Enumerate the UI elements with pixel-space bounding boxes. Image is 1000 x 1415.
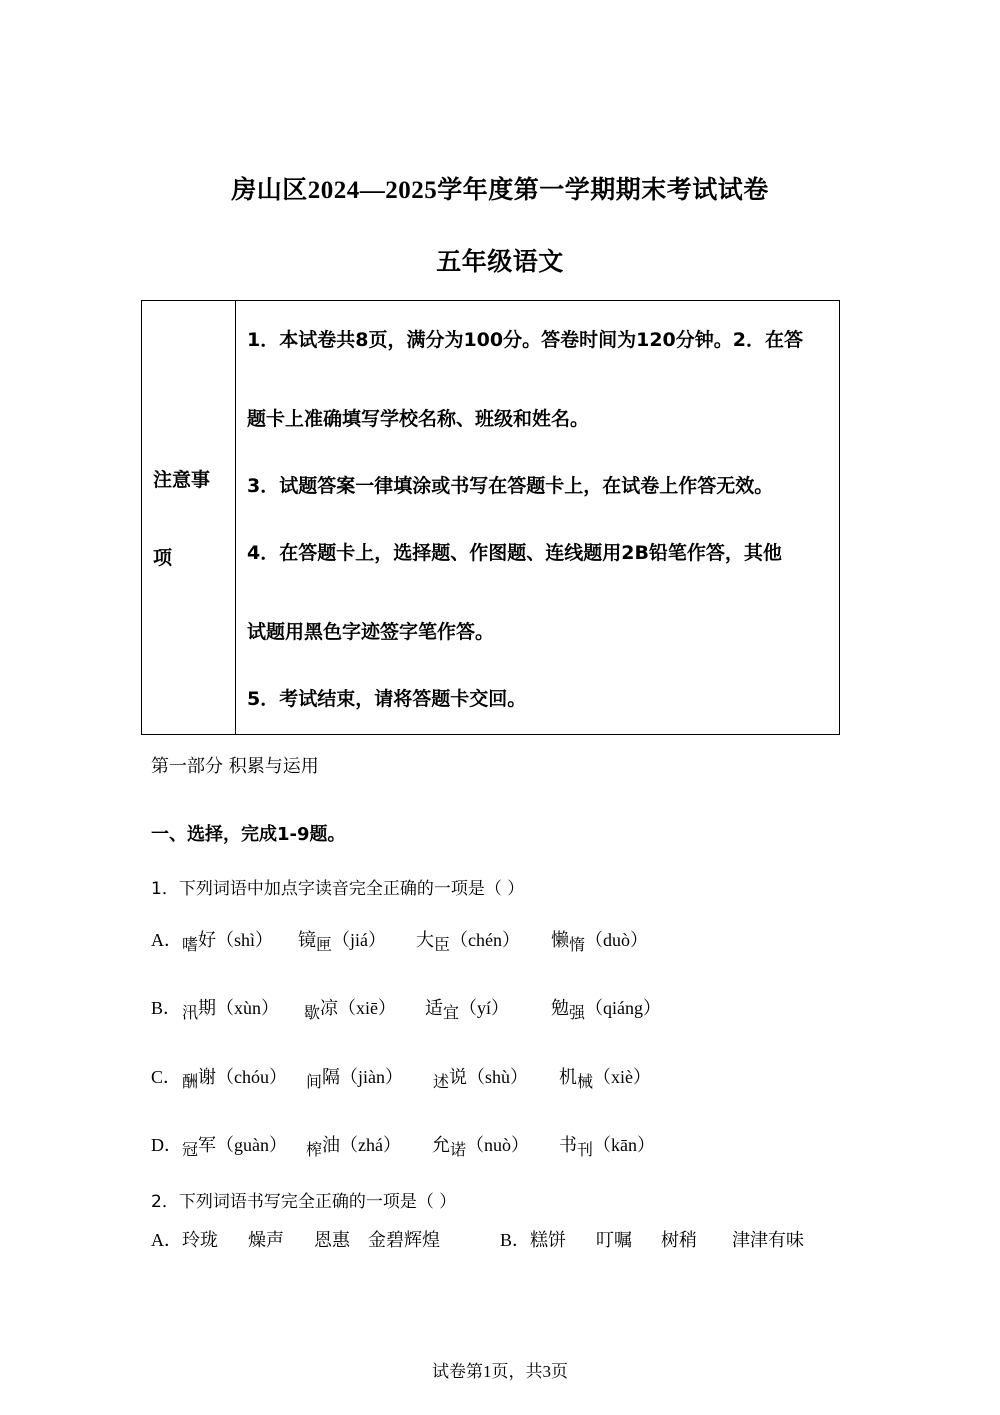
part-title: 第一部分 积累与运用 xyxy=(151,756,319,777)
q2-option-a-letter: A． xyxy=(151,1230,182,1250)
notice-box xyxy=(141,300,840,735)
option-b-word-1: 汛期（xùn） xyxy=(182,998,280,1022)
option-b-letter: B． xyxy=(151,998,182,1018)
q2-option-b-letter: B． xyxy=(500,1230,531,1250)
q2-option-a-word-2: 燥声 xyxy=(248,1230,284,1251)
q2-option-b-word-2: 叮嘱 xyxy=(596,1230,632,1251)
notice-line-5: 试题用黑色字迹签字笔作答。 xyxy=(247,621,495,643)
option-c-word-4: 机械（xiè） xyxy=(559,1067,652,1091)
option-d-word-1: 冠军（guàn） xyxy=(182,1135,288,1159)
option-a-word-2: 镜匣（jiá） xyxy=(298,930,387,954)
question-1-stem: 1．下列词语中加点字读音完全正确的一项是（ ） xyxy=(151,879,525,899)
exam-subtitle: 五年级语文 xyxy=(436,247,564,276)
notice-line-4: 4．在答题卡上，选择题、作图题、连线题用2B铅笔作答，其他 xyxy=(247,542,782,564)
option-a-word-3: 大臣（chén） xyxy=(416,930,520,954)
option-a-letter: A． xyxy=(151,930,182,950)
option-c-letter: C． xyxy=(151,1067,182,1087)
q2-option-b-word-4: 津津有味 xyxy=(732,1230,804,1251)
page-footer: 试卷第1页，共3页 xyxy=(432,1362,568,1381)
option-d-letter: D． xyxy=(151,1135,182,1155)
option-b-word-3: 适宜（yí） xyxy=(425,998,510,1022)
notice-line-2: 题卡上准确填写学校名称、班级和姓名。 xyxy=(247,408,590,430)
question-2-stem: 2．下列词语书写完全正确的一项是（ ） xyxy=(151,1192,457,1212)
notice-line-1: 1．本试卷共8页，满分为100分。答卷时间为120分钟。2．在答 xyxy=(247,329,803,351)
option-d-word-2: 榨油（zhá） xyxy=(306,1135,401,1159)
option-b-word-2: 歇凉（xiē） xyxy=(304,998,397,1022)
section-title: 一、选择，完成1-9题。 xyxy=(151,824,346,845)
notice-line-6: 5．考试结束，请将答题卡交回。 xyxy=(247,688,527,710)
option-c-word-2: 间隔（jiàn） xyxy=(306,1067,404,1091)
notice-divider xyxy=(235,301,236,734)
option-c-word-1: 酬谢（chóu） xyxy=(182,1067,288,1091)
option-a-word-1: 嗜好（shì） xyxy=(182,930,274,954)
q2-option-a-word-3: 恩惠 xyxy=(314,1230,350,1251)
exam-title: 房山区2024—2025学年度第一学期期末考试试卷 xyxy=(231,177,769,204)
q2-option-a-word-4: 金碧辉煌 xyxy=(368,1230,440,1251)
option-d-word-4: 书刊（kān） xyxy=(559,1135,656,1159)
notice-label-line2: 项 xyxy=(153,547,173,569)
notice-line-3: 3．试题答案一律填涂或书写在答题卡上，在试卷上作答无效。 xyxy=(247,475,774,497)
option-b-word-4: 勉强（qiáng） xyxy=(551,998,662,1022)
option-d-word-3: 允诺（nuò） xyxy=(432,1135,530,1159)
q2-option-b-word-1: 糕饼 xyxy=(530,1230,566,1251)
notice-label-line1: 注意事 xyxy=(153,469,211,491)
option-c-word-3: 述说（shù） xyxy=(433,1067,529,1091)
option-a-word-4: 懒惰（duò） xyxy=(551,930,649,954)
q2-option-a-word-1: 玲珑 xyxy=(182,1230,218,1251)
q2-option-b-word-3: 树稍 xyxy=(661,1230,697,1251)
